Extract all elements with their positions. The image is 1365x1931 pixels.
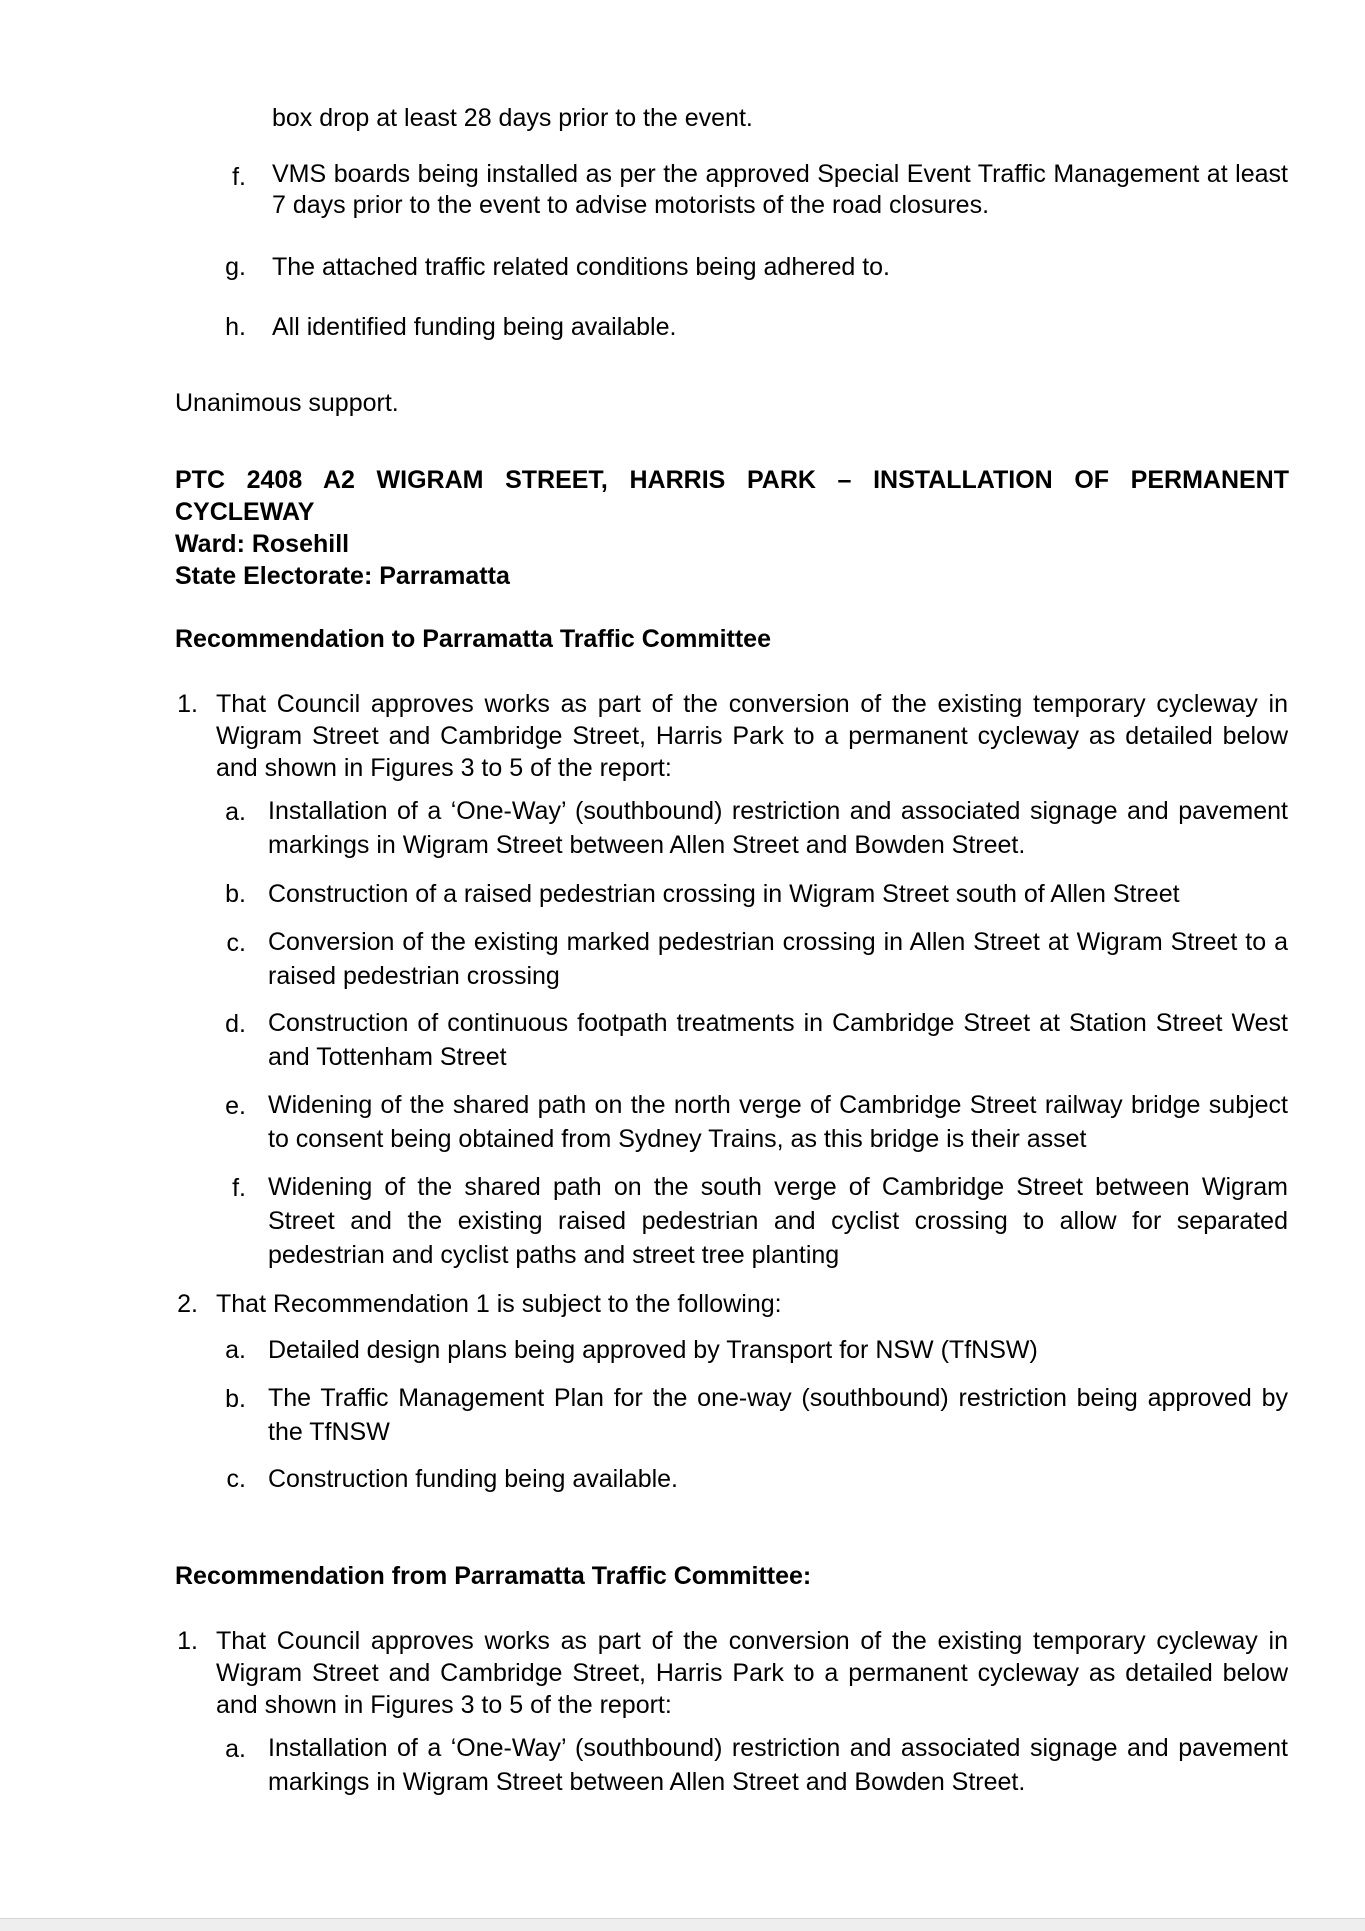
ward-label: Ward: Rosehill [175,530,350,558]
page-bottom-edge [0,1918,1365,1931]
list-label: a. [225,798,246,826]
list-item-text: All identified funding being available. [272,313,677,341]
list-label: b. [225,880,246,908]
list-item-text: Widening of the shared path on the south verge of Cambridge Street between Wigram Street and the existing raised pedestrian and cyclist crossing to allow for separated pedestrian and cyclist paths and street tree planting [268,1173,1288,1269]
list-item-text: Installation of a ‘One-Way’ (southbound) restriction and associated signage and pavement markings in Wigram Street between Allen Street and Bowden Street. [268,797,1288,859]
list-item-text: The Traffic Management Plan for the one-way (southbound) restriction being approved by the TfNSW [268,1384,1288,1446]
list-item-text: Conversion of the existing marked pedestrian crossing in Allen Street at Wigram Street to a raised pedestrian crossing [268,928,1288,990]
list-label: a. [225,1735,246,1763]
list-label: 2. [177,1290,198,1318]
list-item-text: The attached traffic related conditions being adhered to. [272,253,891,281]
list-label: c. [226,929,246,957]
list-item-text: VMS boards being installed as per the approved Special Event Traffic Management at least 7 days prior to the event to advise motorists of the road closures. [272,160,1288,219]
list-item-text: Widening of the shared path on the north verge of Cambridge Street railway bridge subject to consent being obtained from Sydney Trains, as this bridge is their asset [268,1091,1288,1153]
list-label: d. [225,1010,246,1038]
list-item-text: Installation of a ‘One-Way’ (southbound) restriction and associated signage and pavement markings in Wigram Street between Allen Street and Bowden Street. [268,1734,1288,1796]
list-item-text: Construction of continuous footpath treatments in Cambridge Street at Station Street West and Tottenham Street [268,1009,1288,1071]
recommendation-from-heading: Recommendation from Parramatta Traffic Committee: [175,1562,812,1590]
list-label: f. [232,163,246,191]
list-item-text: Construction of a raised pedestrian crossing in Wigram Street south of Allen Street [268,880,1180,908]
list-label: 1. [177,690,198,718]
list-label: b. [225,1385,246,1413]
recommendation-to-heading: Recommendation to Parramatta Traffic Committee [175,625,771,653]
list-label: 1. [177,1627,198,1655]
list-item-text: That Recommendation 1 is subject to the following: [216,1290,782,1318]
outcome-text: Unanimous support. [175,389,399,417]
electorate-label: State Electorate: Parramatta [175,562,510,590]
list-item-text: That Council approves works as part of the conversion of the existing temporary cycleway in Wigram Street and Cambridge Street, Harris Park to a permanent cycleway as detailed below and shown in Figures 3 to 5 of the report: [216,1627,1288,1719]
list-item-text: Construction funding being available. [268,1465,678,1493]
list-label: g. [225,253,246,281]
item-title-line1: PTC 2408 A2 WIGRAM STREET, HARRIS PARK – INSTALLATION OF PERMANENT [175,466,1289,494]
continued-line: box drop at least 28 days prior to the event. [272,104,753,132]
list-item-text: Detailed design plans being approved by Transport for NSW (TfNSW) [268,1336,1038,1364]
list-label: c. [226,1465,246,1493]
list-label: a. [225,1336,246,1364]
list-label: f. [232,1174,246,1202]
list-label: e. [225,1092,246,1120]
list-item-text: That Council approves works as part of the conversion of the existing temporary cycleway in Wigram Street and Cambridge Street, Harris Park to a permanent cycleway as detailed below and shown in Figures 3 to 5 of the report: [216,690,1288,782]
list-label: h. [225,313,246,341]
item-title-line2: CYCLEWAY [175,498,315,526]
